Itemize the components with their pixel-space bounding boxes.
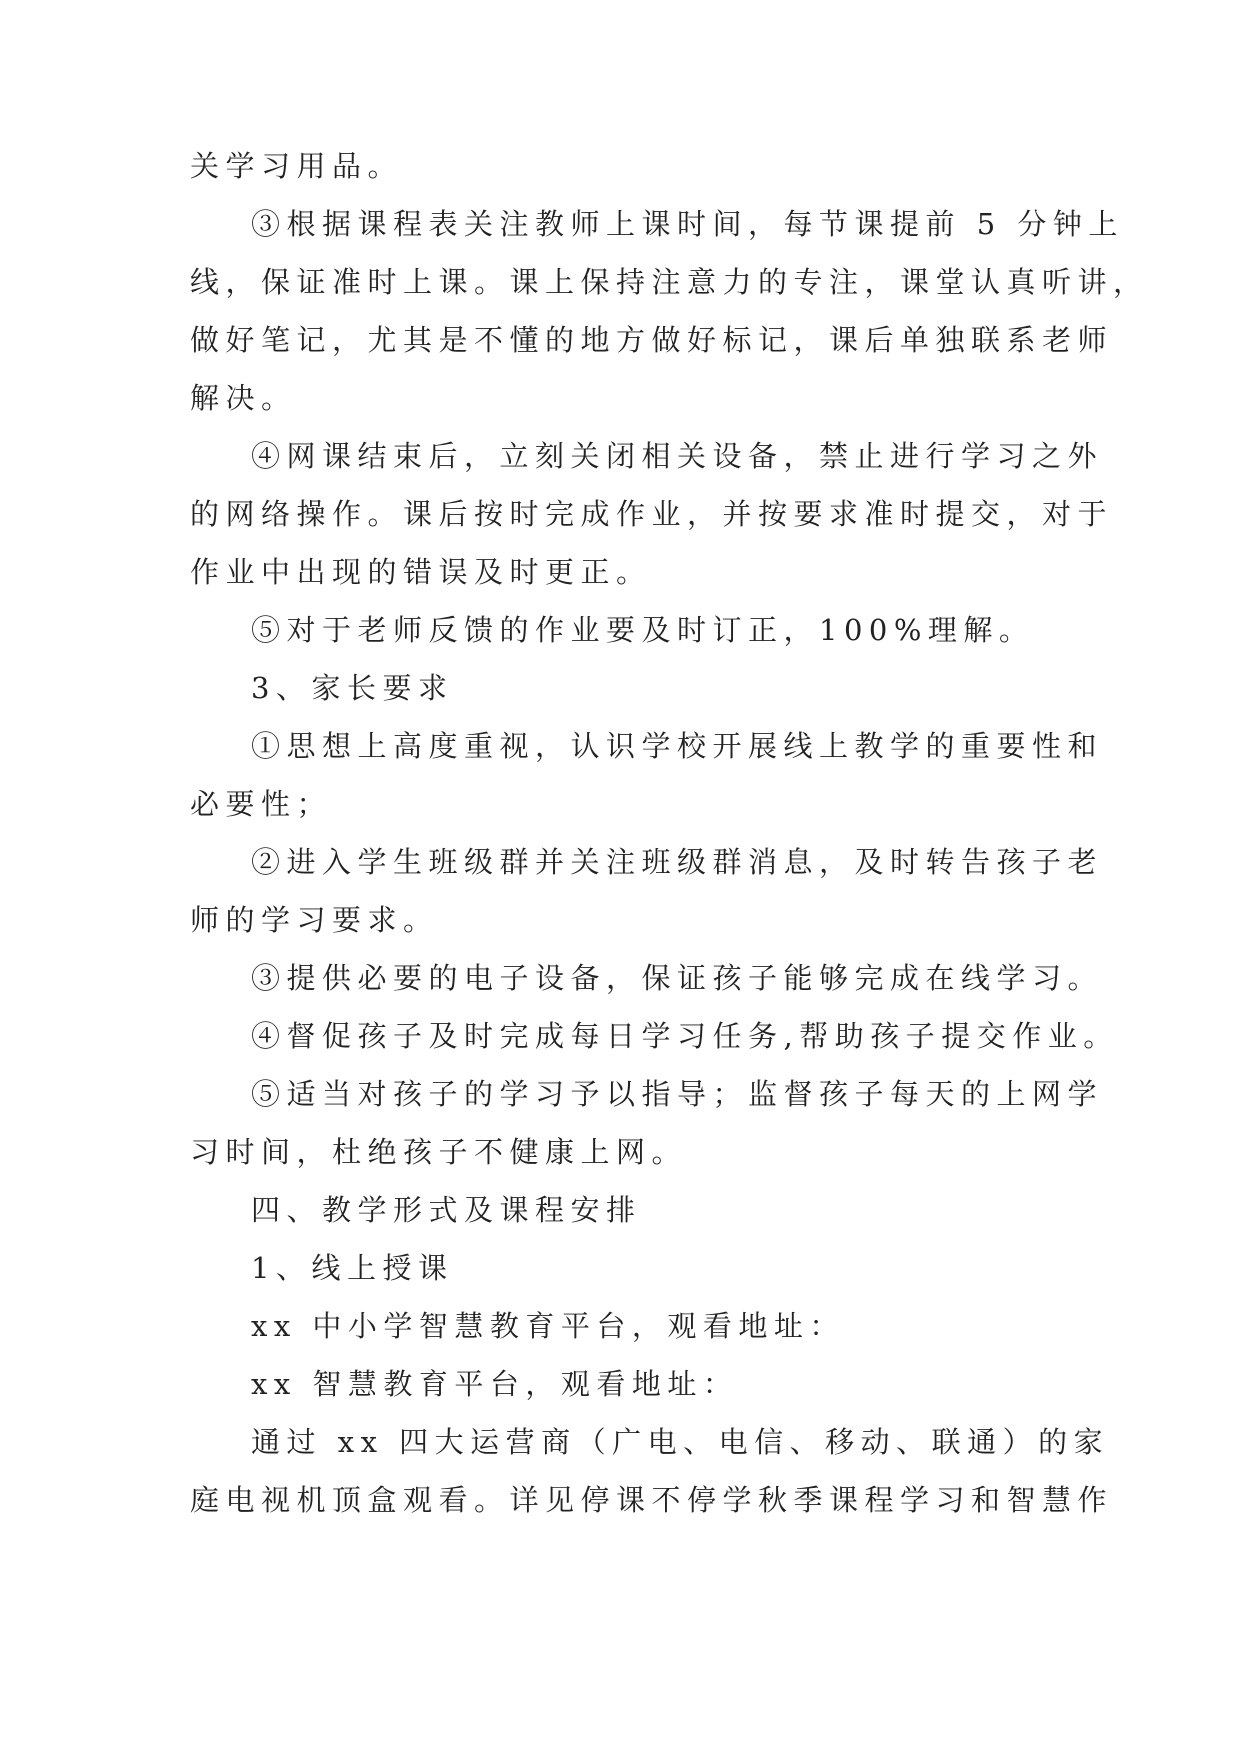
section-heading: 四、教学形式及课程安排	[251, 1193, 642, 1227]
text-line: 解决。	[190, 381, 297, 415]
text-line: ⑤适当对孩子的学习予以指导；监督孩子每天的上网学	[251, 1077, 1104, 1111]
subsection-heading: 1、线上授课	[251, 1251, 454, 1285]
text-line: 通过 xx 四大运营商（广电、电信、移动、联通）的家	[251, 1425, 1110, 1459]
text-line: 庭电视机顶盒观看。详见停课不停学秋季课程学习和智慧作	[190, 1483, 1114, 1517]
text-line: xx 中小学智慧教育平台，观看地址：	[251, 1309, 845, 1343]
text-line: 习时间，杜绝孩子不健康上网。	[190, 1135, 688, 1169]
text-line: 必要性；	[190, 787, 333, 821]
text-line: ③根据课程表关注教师上课时间，每节课提前 5 分钟上	[251, 207, 1124, 241]
text-line: ④网课结束后，立刻关闭相关设备，禁止进行学习之外	[251, 439, 1104, 473]
text-line: ②进入学生班级群并关注班级群消息，及时转告孩子老	[251, 845, 1104, 879]
text-line: 作业中出现的错误及时更正。	[190, 555, 652, 589]
text-line: ③提供必要的电子设备，保证孩子能够完成在线学习。	[251, 961, 1104, 995]
text-line: ⑤对于老师反馈的作业要及时订正，100%理解。	[251, 613, 1035, 647]
text-line: 师的学习要求。	[190, 903, 439, 937]
text-line: ①思想上高度重视，认识学校开展线上教学的重要性和	[251, 729, 1104, 763]
text-line: 线，保证准时上课。课上保持注意力的专注，课堂认真听讲，	[190, 265, 1149, 299]
text-line: 做好笔记，尤其是不懂的地方做好标记，课后单独联系老师	[190, 323, 1114, 357]
text-line: ④督促孩子及时完成每日学习任务,帮助孩子提交作业。	[251, 1019, 1119, 1053]
text-line: 的网络操作。课后按时完成作业，并按要求准时提交，对于	[190, 497, 1114, 531]
text-line: xx 智慧教育平台，观看地址：	[251, 1367, 739, 1401]
section-heading: 3、家长要求	[251, 671, 454, 705]
text-line: 关学习用品。	[190, 149, 404, 183]
